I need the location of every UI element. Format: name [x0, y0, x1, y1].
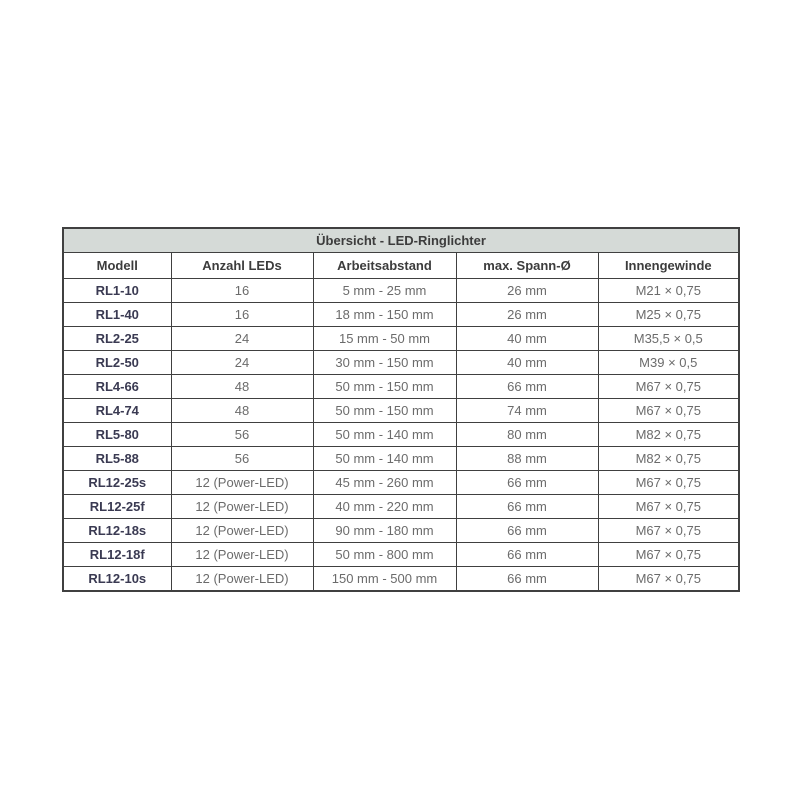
value-cell: M39 × 0,5: [598, 351, 739, 375]
model-cell: RL2-50: [63, 351, 171, 375]
value-cell: 16: [171, 279, 313, 303]
column-header-anzahl-leds: Anzahl LEDs: [171, 253, 313, 279]
value-cell: 50 mm - 140 mm: [313, 447, 456, 471]
value-cell: 50 mm - 150 mm: [313, 399, 456, 423]
value-cell: 66 mm: [456, 471, 598, 495]
value-cell: 40 mm: [456, 327, 598, 351]
value-cell: 66 mm: [456, 375, 598, 399]
table-row: [63, 519, 739, 543]
table-row: [63, 375, 739, 399]
model-cell: RL12-18s: [63, 519, 171, 543]
table-row: [63, 543, 739, 567]
column-header-max-spann: max. Spann-Ø: [456, 253, 598, 279]
value-cell: 15 mm - 50 mm: [313, 327, 456, 351]
value-cell: M82 × 0,75: [598, 423, 739, 447]
model-cell: RL5-88: [63, 447, 171, 471]
value-cell: M67 × 0,75: [598, 375, 739, 399]
table-header-row: [63, 253, 739, 279]
model-cell: RL12-18f: [63, 543, 171, 567]
value-cell: 26 mm: [456, 303, 598, 327]
table-body: [63, 279, 739, 592]
value-cell: 88 mm: [456, 447, 598, 471]
led-ringlight-overview-table: [62, 227, 738, 592]
value-cell: 5 mm - 25 mm: [313, 279, 456, 303]
value-cell: M67 × 0,75: [598, 399, 739, 423]
value-cell: 50 mm - 800 mm: [313, 543, 456, 567]
model-cell: RL1-10: [63, 279, 171, 303]
value-cell: 18 mm - 150 mm: [313, 303, 456, 327]
column-header-modell: Modell: [63, 253, 171, 279]
model-cell: RL1-40: [63, 303, 171, 327]
value-cell: 24: [171, 327, 313, 351]
value-cell: 40 mm: [456, 351, 598, 375]
value-cell: 50 mm - 140 mm: [313, 423, 456, 447]
table-row: [63, 567, 739, 592]
value-cell: 150 mm - 500 mm: [313, 567, 456, 592]
model-cell: RL4-66: [63, 375, 171, 399]
value-cell: 12 (Power-LED): [171, 519, 313, 543]
table-title-row: [63, 228, 739, 253]
value-cell: M67 × 0,75: [598, 495, 739, 519]
model-cell: RL4-74: [63, 399, 171, 423]
value-cell: 50 mm - 150 mm: [313, 375, 456, 399]
model-cell: RL2-25: [63, 327, 171, 351]
value-cell: 56: [171, 423, 313, 447]
value-cell: 66 mm: [456, 495, 598, 519]
value-cell: 48: [171, 375, 313, 399]
model-cell: RL5-80: [63, 423, 171, 447]
value-cell: 16: [171, 303, 313, 327]
value-cell: M67 × 0,75: [598, 567, 739, 592]
value-cell: 56: [171, 447, 313, 471]
value-cell: 74 mm: [456, 399, 598, 423]
value-cell: 12 (Power-LED): [171, 543, 313, 567]
value-cell: 40 mm - 220 mm: [313, 495, 456, 519]
table-row: [63, 495, 739, 519]
table-title: Übersicht - LED-Ringlichter: [63, 228, 739, 253]
value-cell: 26 mm: [456, 279, 598, 303]
value-cell: 30 mm - 150 mm: [313, 351, 456, 375]
model-cell: RL12-10s: [63, 567, 171, 592]
value-cell: 48: [171, 399, 313, 423]
value-cell: M67 × 0,75: [598, 471, 739, 495]
value-cell: M82 × 0,75: [598, 447, 739, 471]
value-cell: 66 mm: [456, 543, 598, 567]
value-cell: 80 mm: [456, 423, 598, 447]
table-row: [63, 471, 739, 495]
table-row: [63, 327, 739, 351]
value-cell: 66 mm: [456, 567, 598, 592]
value-cell: M67 × 0,75: [598, 543, 739, 567]
model-cell: RL12-25s: [63, 471, 171, 495]
column-header-innengewinde: Innengewinde: [598, 253, 739, 279]
value-cell: M25 × 0,75: [598, 303, 739, 327]
table-row: [63, 423, 739, 447]
table-row: [63, 351, 739, 375]
value-cell: 12 (Power-LED): [171, 471, 313, 495]
value-cell: M35,5 × 0,5: [598, 327, 739, 351]
spec-table: [62, 227, 740, 592]
column-header-arbeitsabstand: Arbeitsabstand: [313, 253, 456, 279]
value-cell: 66 mm: [456, 519, 598, 543]
table-row: [63, 279, 739, 303]
value-cell: 45 mm - 260 mm: [313, 471, 456, 495]
table-row: [63, 399, 739, 423]
table-row: [63, 447, 739, 471]
value-cell: M21 × 0,75: [598, 279, 739, 303]
value-cell: 12 (Power-LED): [171, 567, 313, 592]
table-row: [63, 303, 739, 327]
value-cell: M67 × 0,75: [598, 519, 739, 543]
value-cell: 12 (Power-LED): [171, 495, 313, 519]
value-cell: 24: [171, 351, 313, 375]
model-cell: RL12-25f: [63, 495, 171, 519]
value-cell: 90 mm - 180 mm: [313, 519, 456, 543]
